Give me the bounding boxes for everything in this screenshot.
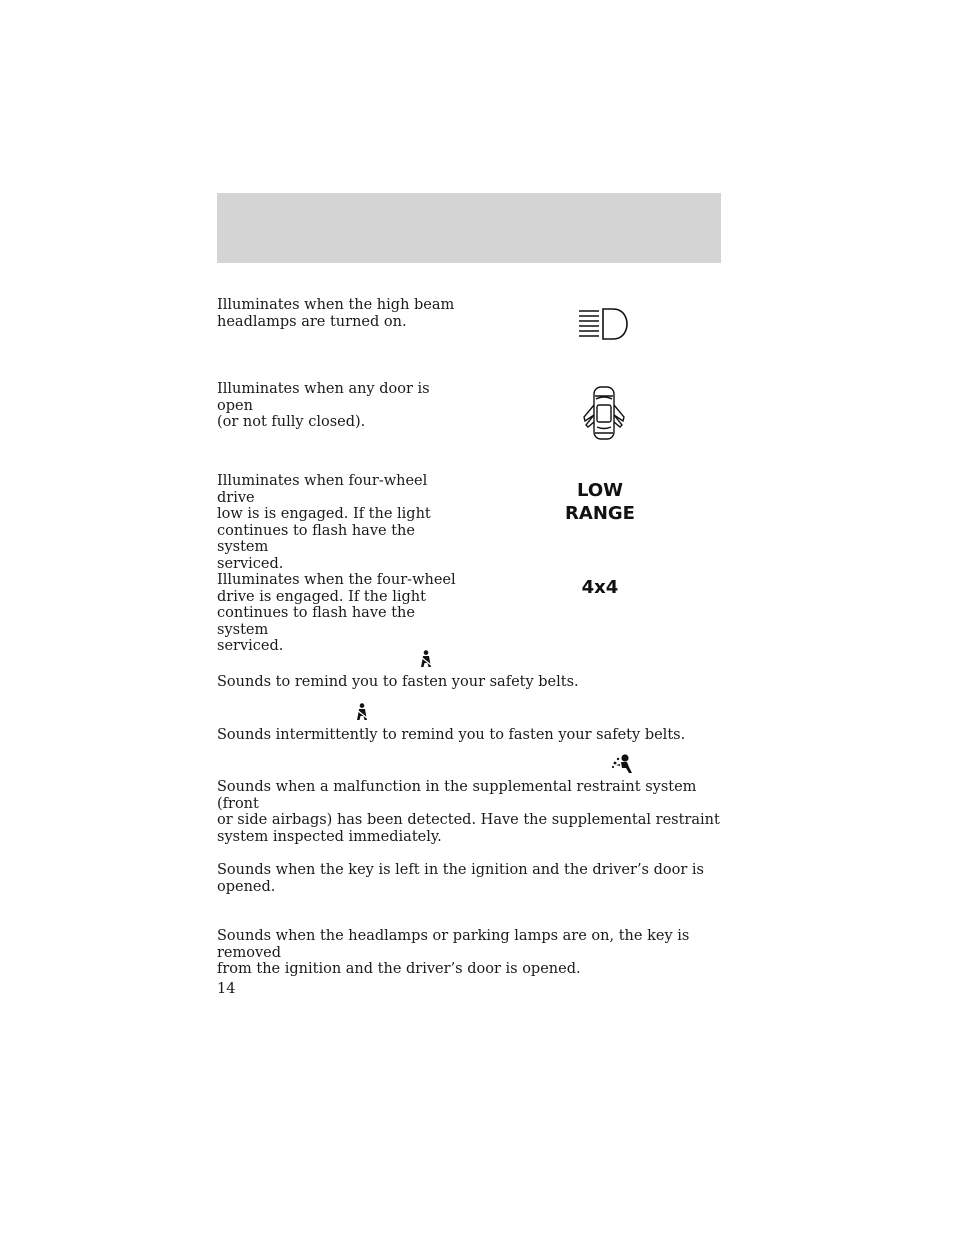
airbag-icon [610,754,634,774]
low-range-indicator: LOW RANGE [565,480,635,524]
seatbelt-icon [418,650,434,668]
four-by-four-description: Illuminates when the four-wheel drive is engaged. If the light continues to flash have the system serviced. [217,572,456,654]
seatbelt-icon [354,703,370,721]
four-by-four-indicator: 4x4 [581,577,619,598]
airbag-chime-description: Sounds when a malfunction in the supplemental restraint system (front or side airbags) has been detected. Have the supplemental restraint system inspected immediately. [217,779,720,845]
section-header-band [217,193,721,263]
door-ajar-description: Illuminates when any door is open (or not fully closed). [217,381,430,430]
headlamps-on-chime-description: Sounds when the headlamps or parking lamps are on, the key is removed from the ignition and the driver’s door is opened. [217,928,690,977]
low-range-description: Illuminates when four-wheel drive low is is engaged. If the light continues to flash have the system serviced. [217,473,431,572]
belt-minder-chime-description: Sounds intermittently to remind you to fasten your safety belts. [217,727,686,743]
high-beam-icon [577,306,631,342]
page-number: 14 [217,981,236,997]
high-beam-description: Illuminates when the high beam headlamps are turned on. [217,297,455,330]
safety-belt-chime-description: Sounds to remind you to fasten your safety belts. [217,674,579,690]
key-in-ignition-chime-description: Sounds when the key is left in the ignition and the driver’s door is opened. [217,862,704,895]
door-ajar-icon [580,385,628,441]
